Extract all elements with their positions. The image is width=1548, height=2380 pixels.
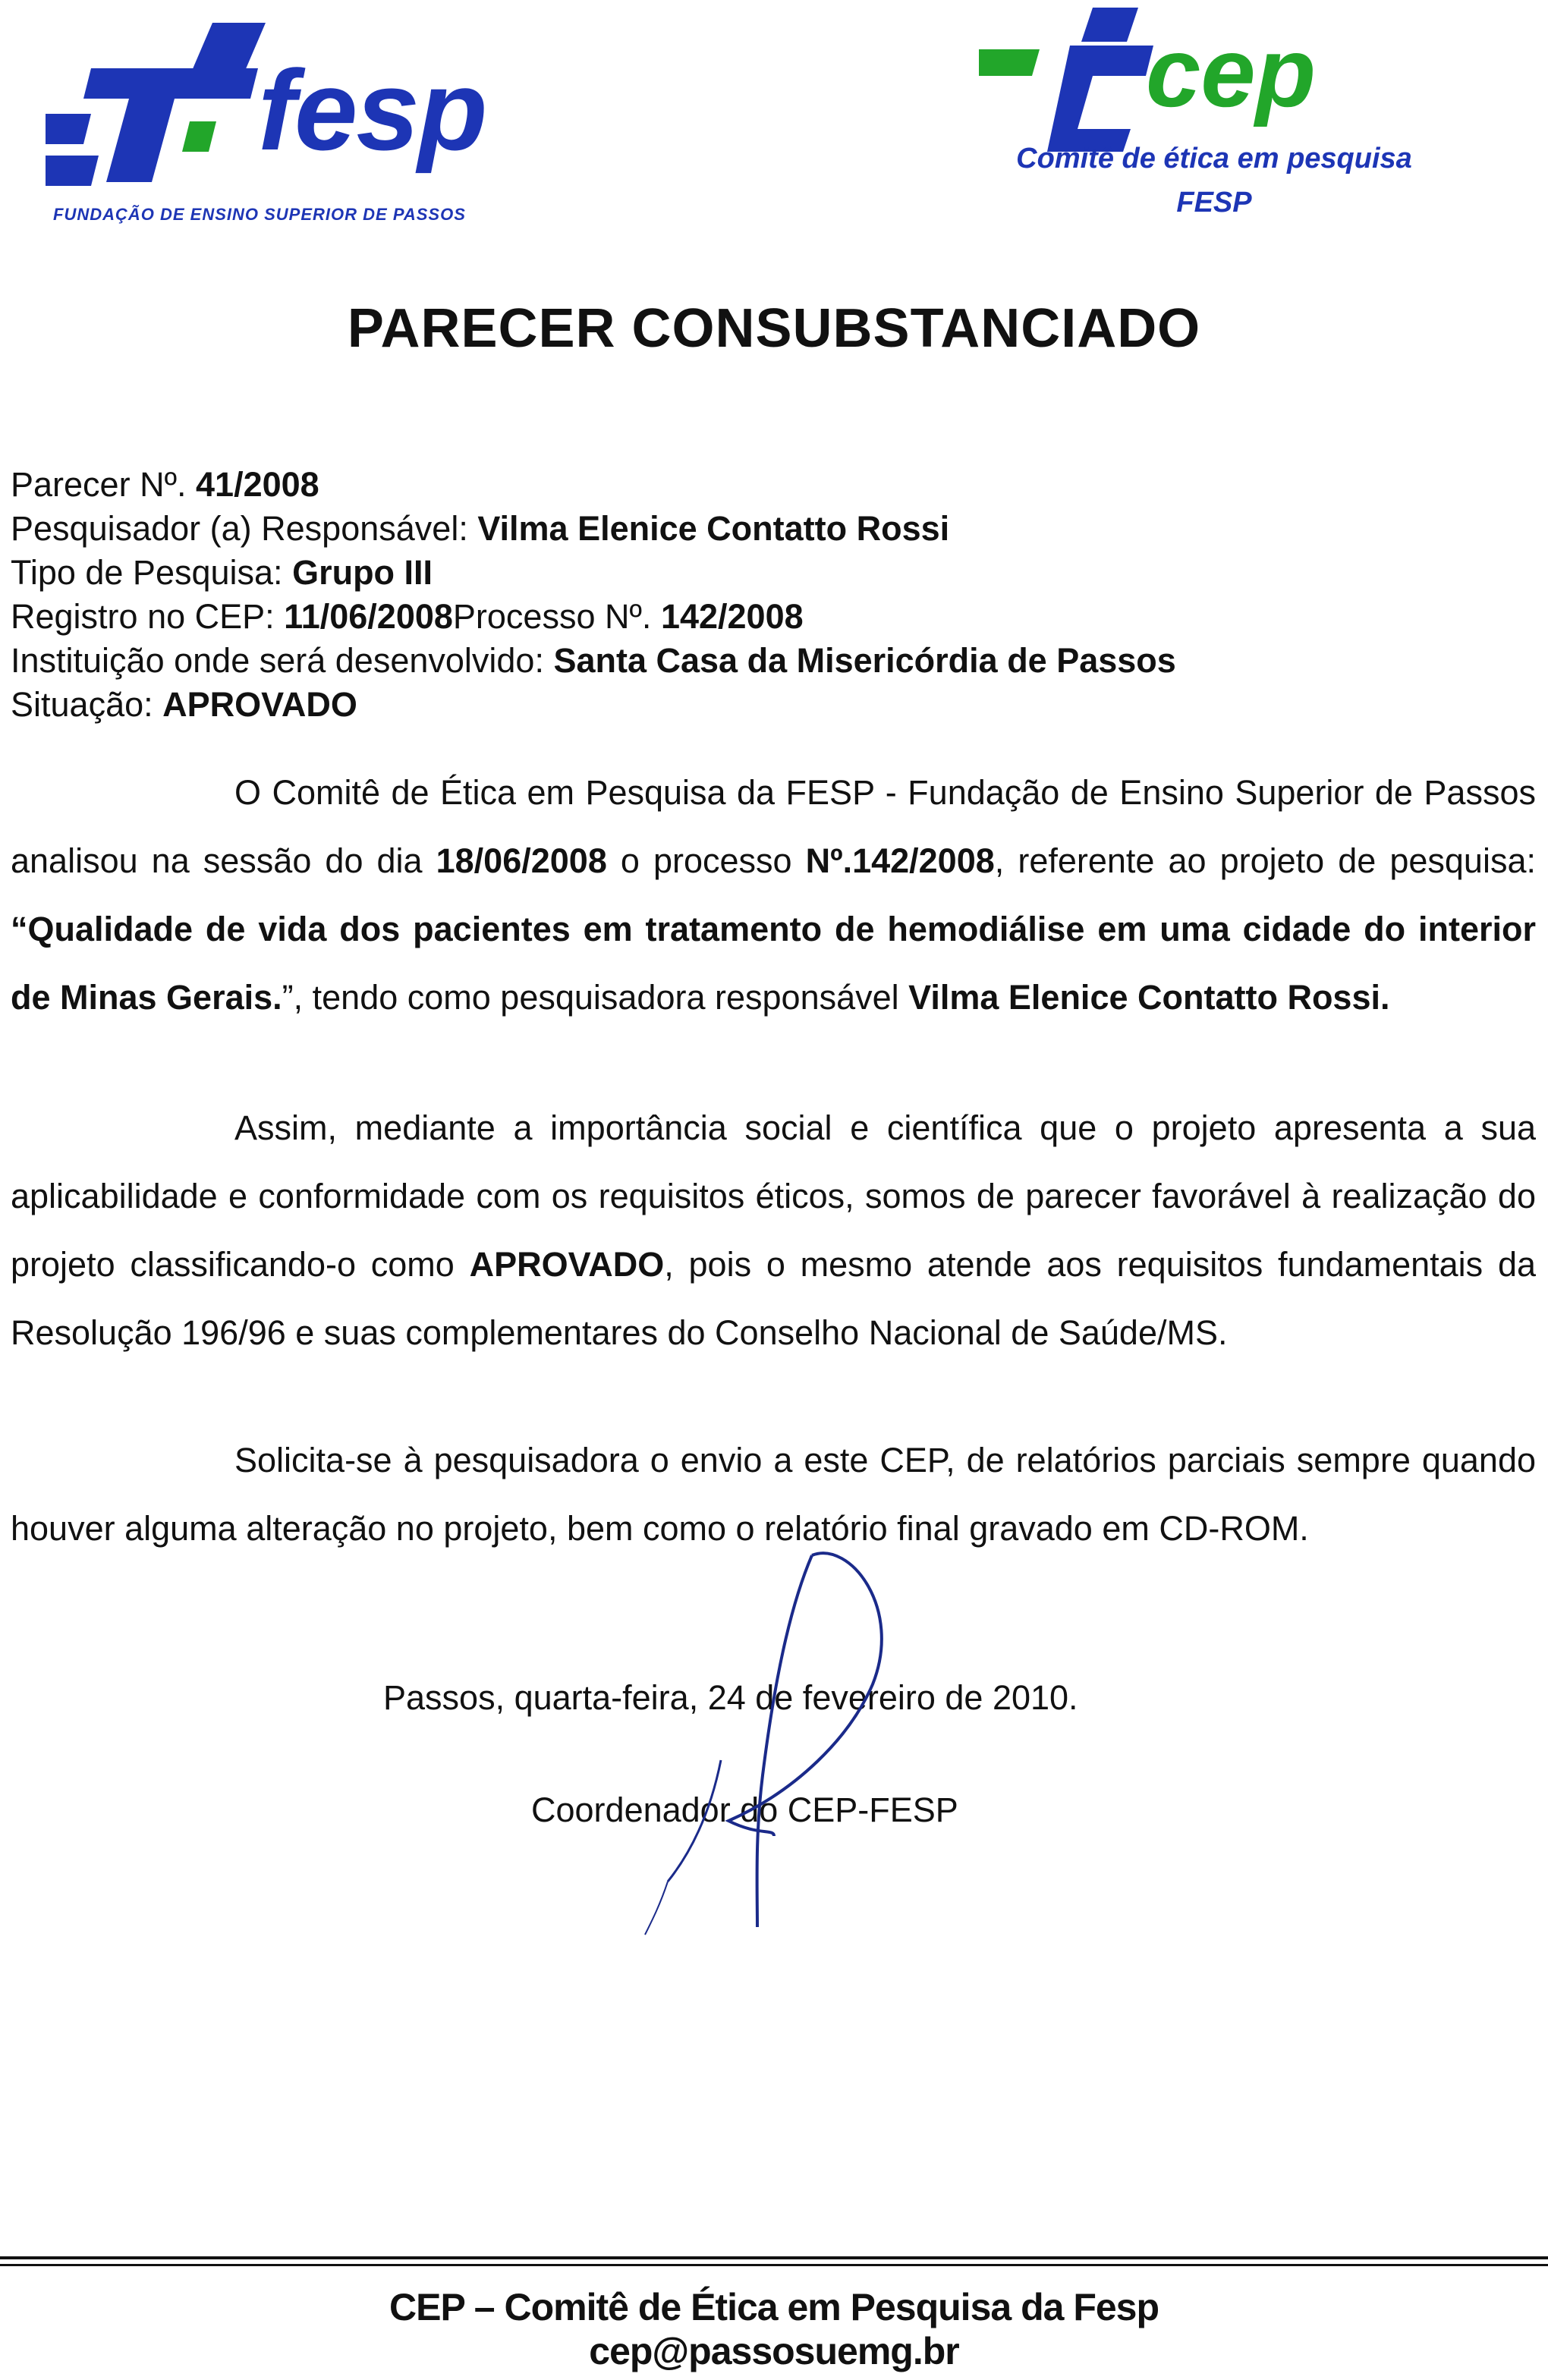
- processo-value: 142/2008: [660, 597, 804, 636]
- coordinator-title: Coordenador do CEP-FESP: [531, 1791, 958, 1829]
- pesquisador-value: Vilma Elenice Contatto Rossi: [477, 509, 950, 548]
- processo-label: Processo Nº.: [452, 597, 661, 636]
- tipo-row: [11, 551, 1176, 595]
- p2-text-1: Assim, mediante a importância social e científica que o projeto apresenta a sua aplicabilidade e conformidade com os requisitos éticos, somos de parecer favorável à realização do projeto classificando-o como: [11, 1108, 1536, 1284]
- footer-divider: [0, 2256, 1548, 2259]
- info-block: [11, 463, 1176, 727]
- tipo-value: Grupo III: [292, 553, 433, 592]
- p2-text-2: , pois o mesmo atende aos requisitos fundamentais da Resolução 196/96 e suas complementares do Conselho Nacional de Saúde/MS.: [11, 1245, 1537, 1352]
- situacao-value: APROVADO: [162, 685, 357, 724]
- parecer-label: Parecer Nº.: [11, 465, 197, 504]
- paragraph-approval: [11, 1094, 1536, 1367]
- footer-divider-secondary: [0, 2264, 1548, 2266]
- cep-logo: [941, 8, 1472, 220]
- signature-icon: [622, 1548, 941, 1957]
- situacao-label: Situação:: [11, 685, 163, 724]
- p1-text-4: ”, tendo como pesquisadora responsável: [282, 978, 909, 1017]
- parecer-value: 41/2008: [196, 465, 319, 504]
- registro-row: [11, 595, 1176, 639]
- pesquisador-row: [11, 507, 1176, 551]
- fesp-logo-mark-icon: [46, 23, 273, 220]
- cep-logo-mark-icon: [979, 8, 1161, 152]
- footer-email: cep@passosuemg.br: [589, 2330, 959, 2372]
- paragraph-request: Solicita-se à pesquisadora o envio a este CEP, de relatórios parciais sempre quando houver alguma alteração no projeto, bem como o relatório final gravado em CD-ROM.: [11, 1441, 1536, 1548]
- registro-value: 11/06/2008: [284, 597, 453, 636]
- tipo-label: Tipo de Pesquisa:: [11, 553, 293, 592]
- approval-status: APROVADO: [469, 1245, 665, 1284]
- project-title: “Qualidade de vida dos pacientes em tratamento de hemodiálise em uma cidade do interior de Minas Gerais.: [11, 910, 1536, 1017]
- pesquisador-label: Pesquisador (a) Responsável:: [11, 509, 478, 548]
- cep-tagline: Comitê de ética em pesquisa: [1016, 143, 1412, 174]
- researcher-name: Vilma Elenice Contatto Rossi.: [908, 978, 1390, 1017]
- cep-tagline-fesp: FESP: [1176, 187, 1252, 219]
- fesp-wordmark: fesp: [258, 46, 486, 174]
- p1-text-2: o processo: [606, 841, 806, 880]
- document-title: PARECER CONSUBSTANCIADO: [347, 298, 1201, 359]
- fesp-tagline: FUNDAÇÃO DE ENSINO SUPERIOR DE PASSOS: [53, 205, 466, 224]
- p1-text-1: O Comitê de Ética em Pesquisa da FESP - Fundação de Ensino Superior de Passos analisou na sessão do dia: [11, 773, 1536, 880]
- instituicao-label: Instituição onde será desenvolvido:: [11, 641, 554, 680]
- process-number: Nº.142/2008: [805, 841, 995, 880]
- cep-wordmark: cep: [1146, 17, 1317, 127]
- registro-label: Registro no CEP:: [11, 597, 285, 636]
- place-date: Passos, quarta-feira, 24 de fevereiro de 2010.: [383, 1678, 1078, 1717]
- fesp-logo: [46, 23, 516, 235]
- footer-committee: CEP – Comitê de Ética em Pesquisa da Fesp: [389, 2286, 1159, 2328]
- situacao-row: [11, 683, 1176, 727]
- instituicao-value: Santa Casa da Misericórdia de Passos: [553, 641, 1176, 680]
- p1-text-3: , referente ao projeto de pesquisa:: [994, 841, 1536, 880]
- session-date: 18/06/2008: [436, 841, 607, 880]
- paragraph-analysis: [11, 759, 1536, 1032]
- parecer-row: [11, 463, 1176, 507]
- instituicao-row: [11, 639, 1176, 683]
